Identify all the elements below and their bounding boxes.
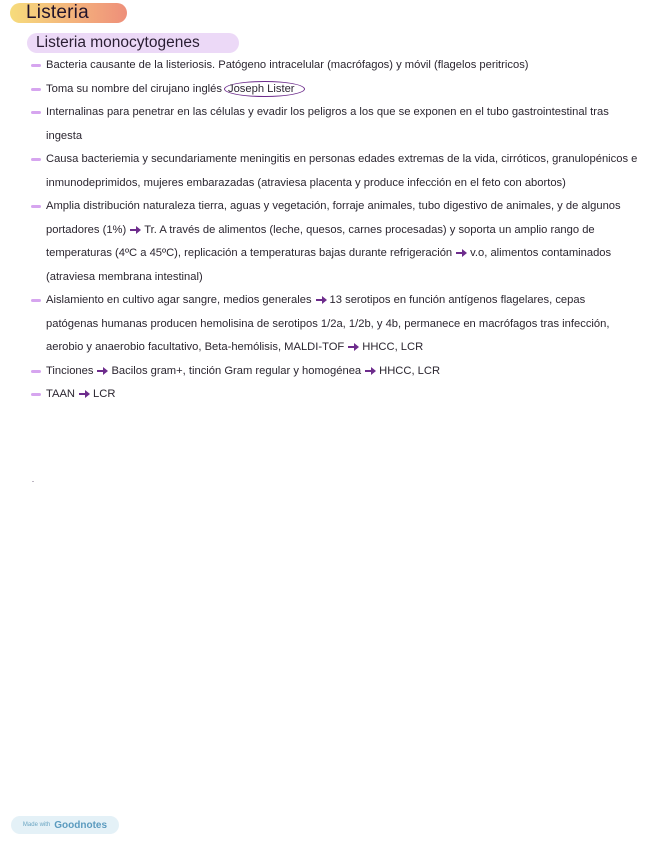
section-subtitle: Listeria monocytogenes	[36, 34, 200, 51]
bullet-dash-icon	[31, 393, 41, 396]
arrow-right-icon	[79, 390, 90, 398]
arrow-right-icon	[316, 296, 327, 304]
bullet-dash-icon	[31, 370, 41, 373]
note-item	[30, 360, 640, 384]
bullet-dash-icon	[31, 111, 41, 114]
made-with-label: Made with	[22, 822, 51, 828]
note-text: Aislamiento en cultivo agar sangre, medios generales	[46, 294, 312, 306]
note-item	[30, 383, 640, 407]
arrow-right-icon	[97, 367, 108, 375]
note-text: Internalinas para penetrar en las células y evadir los peligros a los que se exponen en el tubo gastrointestinal tras ingesta	[46, 106, 609, 142]
note-text: HHCC, LCR	[379, 364, 441, 377]
bullet-dash-icon	[31, 158, 41, 161]
goodnotes-badge[interactable]	[11, 816, 119, 834]
note-text: 13 serotipos en función antígenos flagelares, cepas patógenas humanas producen hemolisina de serotipos 1/2a, 1/2b, y 4b, permanece en macrófagos tras infección, aerobio y anaerobio facultativo, Beta-hemólisis, MALDI-TOF	[46, 294, 610, 353]
note-text: Toma su nombre del cirujano inglés	[46, 82, 222, 95]
note-item	[30, 78, 640, 102]
bullet-dash-icon	[31, 299, 41, 302]
arrow-right-icon	[348, 343, 359, 351]
stray-mark	[32, 481, 34, 482]
bullet-dash-icon	[31, 64, 41, 67]
arrow-right-icon	[130, 226, 141, 234]
note-text: TAAN	[46, 388, 76, 400]
note-text: Bacteria causante de la listeriosis. Patógeno intracelular (macrófagos) y móvil (flagelos peritricos)	[46, 59, 529, 71]
note-text: Amplia distribución naturaleza tierra, aguas y vegetación, forraje animales, tubo digestivo de animales, y de algunos portadores (1%)	[46, 200, 621, 236]
note-item	[30, 101, 640, 148]
bullet-dash-icon	[31, 205, 41, 208]
note-item	[30, 195, 640, 289]
note-text: LCR	[93, 388, 116, 400]
arrow-right-icon	[365, 367, 376, 375]
note-text: HHCC, LCR	[362, 341, 424, 353]
note-text: v.o, alimentos contaminados (atraviesa membrana intestinal)	[46, 247, 612, 283]
note-text: Bacilos gram+, tinción Gram regular y homogénea	[111, 364, 362, 377]
note-text: Tinciones	[46, 364, 94, 377]
page-title: Listeria	[26, 2, 89, 23]
arrow-right-icon	[456, 249, 467, 257]
note-item	[30, 289, 640, 360]
note-text: Tr. A través de alimentos (leche, quesos, carnes procesadas) y soporta un amplio rango de temperaturas (4ºC a 45ºC), replicación a temperaturas bajas durante refrigeración	[46, 223, 595, 259]
page-title-area	[10, 3, 89, 23]
circled-name: Joseph Lister	[224, 81, 305, 97]
brand-label: Goodnotes	[54, 819, 108, 831]
note-item	[30, 148, 640, 195]
note-text: Causa bacteriemia y secundariamente meningitis en personas edades extremas de la vida, cirróticos, granulopénicos e inmunodeprimidos, mujeres embarazadas (atraviesa placenta y produce infección en el feto con abortos)	[46, 153, 638, 189]
note-item	[30, 54, 640, 78]
bullet-dash-icon	[31, 88, 41, 91]
notes-list	[30, 54, 640, 407]
